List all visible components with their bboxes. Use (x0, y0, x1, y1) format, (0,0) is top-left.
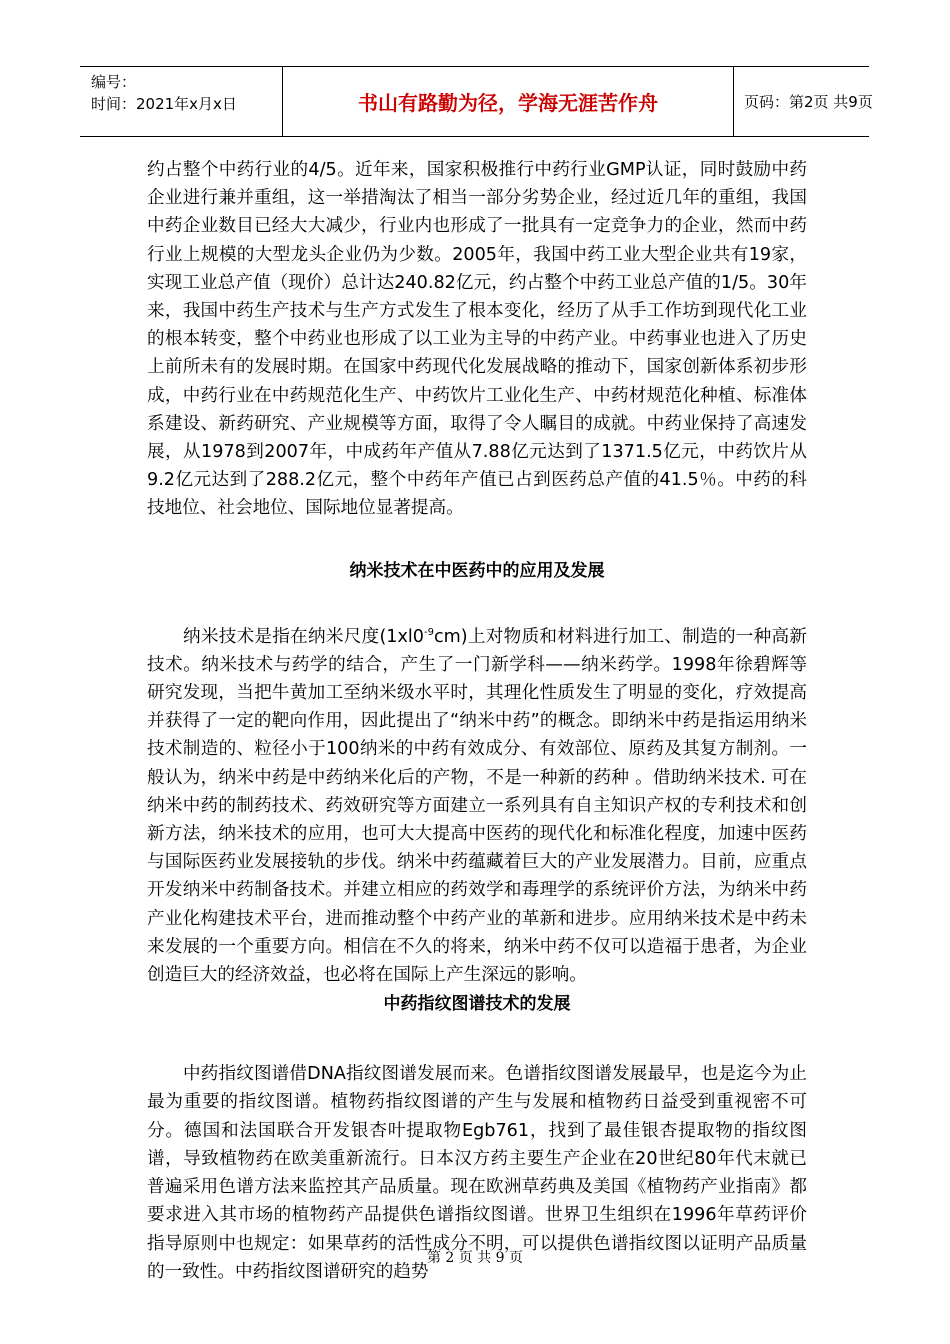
exponent: -9 (424, 626, 434, 638)
section-title-fingerprint: 中药指纹图谱技术的发展 (383, 994, 571, 1015)
paragraph-nanotech-pre: 纳米技术是指在纳米尺度(1xl0 (183, 626, 424, 647)
header-motto: 书山有路勤为径，学海无涯苦作舟 (282, 67, 734, 136)
document-body (147, 156, 807, 1286)
section-title-nanotech: 纳米技术在中医药中的应用及发展 (349, 560, 605, 581)
header-number-label: 编号： (91, 73, 137, 91)
page-footer: 第 2 页 共 9 页 (426, 1250, 524, 1266)
header-page-info: 页码：第2页 共9页 (744, 93, 873, 111)
paragraph-fingerprint: 中药指纹图谱借DNA指纹图谱发展而来。色谱指纹图谱发展最早，也是迄今为止最为重要的指纹图谱。植物药指纹图谱的产生与发展和植物药日益受到重视密不可分。德国和法国联合开发银杏叶提取物Egb761，找到了最佳银杏提取物的指纹图谱，导致植物药在欧美重新流行。日本汉方药主要生产企业在20世纪80年代末就已普遍采用色谱方法来监控其产品质量。现在欧洲草药典及美国《植物药产业指南》都要求进入其市场的植物药产品提供色谱指纹图谱。世界卫生组织在1996年草药评价指导原则中也规定：如果草药的活性成分不明，可以提供色谱指纹图以证明产品质量的一致性。中药指纹图谱研究的趋势 (147, 1064, 807, 1282)
header-meta (80, 67, 282, 136)
paragraph-nanotech (147, 623, 807, 990)
paragraph-nanotech-post: cm)上对物质和材料进行加工、制造的一种高新技术。纳米技术与药学的结合，产生了一门新学科——纳米药学。1998年徐碧辉等研究发现，当把牛黄加工至纳米级水平时，其理化性质发生了明显的变化，疗效提高并获得了一定的靶向作用，因此提出了“纳米中药”的概念。即纳米中药是指运用纳米技术制造的、粒径小于100纳米的中药有效成分、有效部位、原药及其复方制剂。一般认为，纳米中药是中药纳米化后的产物，不是一种新的药种 。借助纳米技术. 可在纳米中药的制药技术、药效研究等方面建立一系列具有自主知识产权的专利技术和创新方法，纳米技术的应用，也可大大提高中医药的现代化和标准化程度，加速中医药与国际医药业发展接轨的步伐。纳米中药蕴藏着巨大的产业发展潜力。目前，应重点开发纳米中药制备技术。并建立相应的药效学和毒理学的系统评价方法，为纳米中药产业化构建技术平台，进而推动整个中药产业的革新和进步。应用纳米技术是中药未来发展的一个重要方向。相信在不久的将来，纳米中药不仅可以造福于患者，为企业创造巨大的经济效益，也必将在国际上产生深远的影响。 (147, 626, 807, 986)
header-date: 时间：2021年x月x日 (91, 95, 237, 113)
paragraph-industry: 约占整个中药行业的4/5。近年来，国家积极推行中药行业GMP认证，同时鼓励中药企业进行兼并重组，这一举措淘汰了相当一部分劣势企业，经过近几年的重组，我国中药企业数目已经大大减少，行业内也形成了一批具有一定竞争力的企业，然而中药行业上规模的大型龙头企业仍为少数。2005年，我国中药工业大型企业共有19家， 实现工业总产值（现价）总计达240.82亿元，约占整个中药工业总产值的1/5。30年来，我国中药生产技术与生产方式发生了根本变化，经历了从手工作坊到现代化工业的根本转变，整个中药业也形成了以工业为主导的中药产业。中药事业也进入了历史上前所未有的发展时期。在国家中药现代化发展战略的推动下，国家创新体系初步形成，中药行业在中药规范化生产、中药饮片工业化生产、中药材规范化种植、标准体系建设、新药研究、产业规模等方面，取得了令人瞩目的成就。中药业保持了高速发展，从1978到2007年，中成药年产值从7.88亿元达到了1371.5亿元，中药饮片从9.2亿元达到了288.2亿元，整个中药年产值已占到医药总产值的41.5％。中药的科技地位、社会地位、国际地位显著提高。 (147, 160, 807, 519)
page-header (80, 66, 873, 137)
